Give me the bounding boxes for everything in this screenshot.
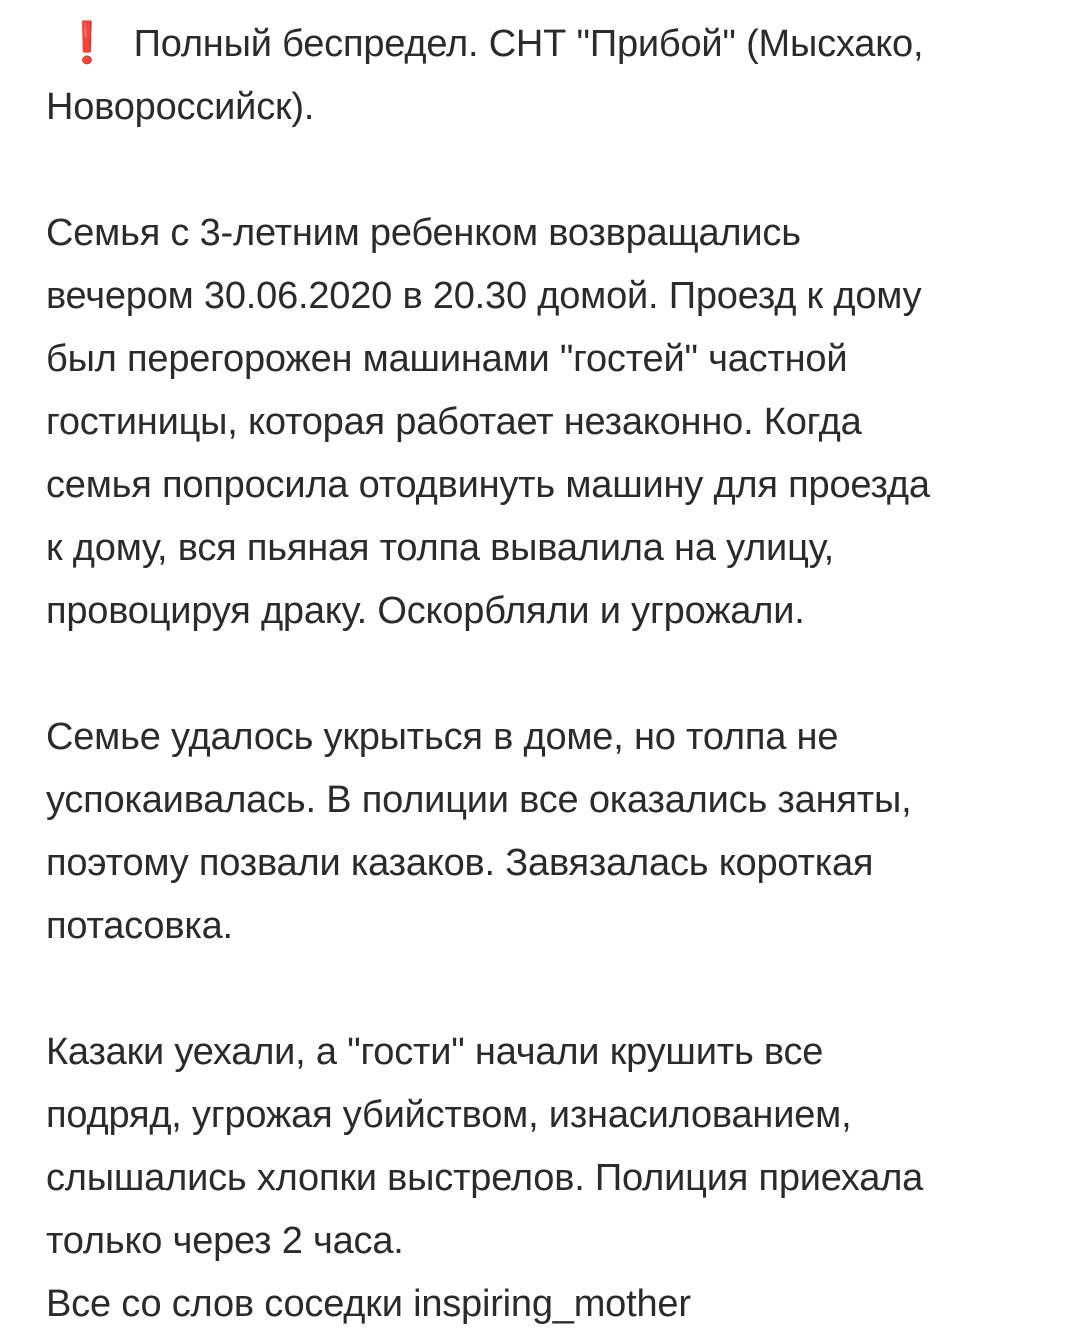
title-line-1: ❗ Полный беспредел. СНТ "Прибой" (Мысхако, [46, 12, 1056, 76]
paragraph-3 [46, 1021, 1056, 1336]
text-line: семья попросила отодвинуть машину для проезда [46, 464, 930, 506]
text-line: Казаки уехали, а "гости" начали крушить все [46, 1031, 824, 1073]
text-line: был перегорожен машинами "гостей" частной [46, 338, 848, 380]
exclamation-icon: ❗ [59, 21, 115, 65]
text-line: поэтому позвали казаков. Завязалась короткая [46, 842, 874, 884]
text-line: успокаивалась. В полиции все оказались заняты, [46, 779, 912, 821]
paragraph-1 [46, 202, 1056, 643]
source-attribution: Все со слов соседки inspiring_mother [46, 1283, 691, 1325]
text-line: слышались хлопки выстрелов. Полиция приехала [46, 1157, 924, 1199]
text-line: гостиницы, которая работает незаконно. Когда [46, 401, 862, 443]
text-line: только через 2 часа. [46, 1220, 404, 1262]
text-line: потасовка. [46, 905, 233, 947]
title-line-2: Новороссийск). [46, 86, 315, 128]
paragraph-2 [46, 706, 1056, 958]
text-line: вечером 30.06.2020 в 20.30 домой. Проезд к дому [46, 275, 922, 317]
text-line: провоцируя драку. Оскорбляли и угрожали. [46, 590, 805, 632]
text-line: Семья с 3-летним ребенком возвращались [46, 212, 801, 254]
text-line: к дому, вся пьяная толпа вывалила на улицу, [46, 527, 834, 569]
post-title [46, 12, 1056, 139]
text-line: Семье удалось укрыться в доме, но толпа не [46, 716, 839, 758]
text-line: подряд, угрожая убийством, изнасилованием, [46, 1094, 852, 1136]
post-body [46, 12, 1056, 1336]
